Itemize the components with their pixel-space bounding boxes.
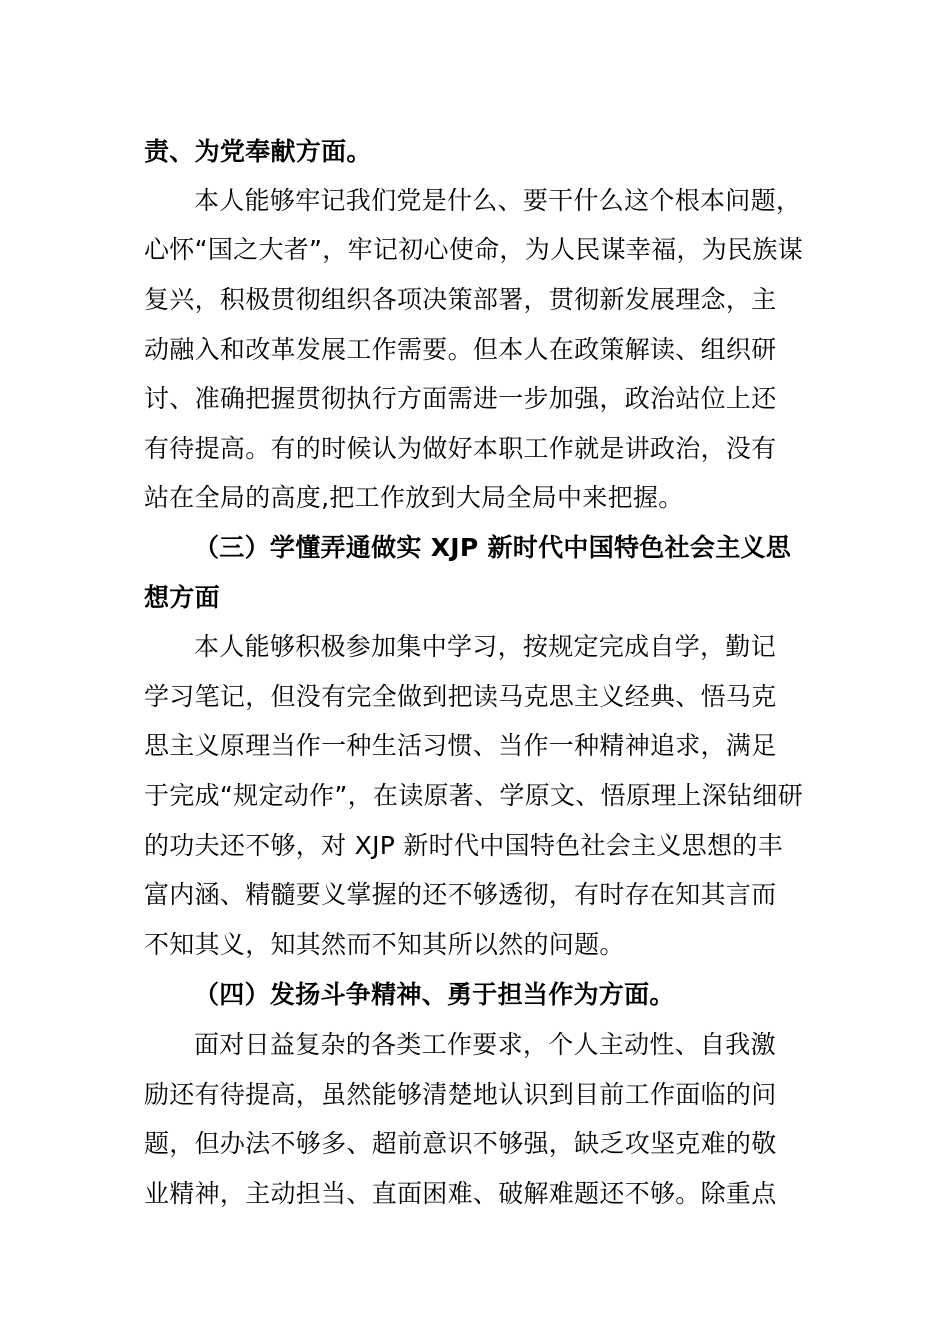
paragraph-line: 有待提高。有的时候认为做好本职工作就是讲政治，没有 <box>144 434 777 463</box>
paragraph-line: 本人能够积极参加集中学习，按规定完成自学，勤记 <box>194 632 776 661</box>
paragraph-line: 站在全局的高度,把工作放到大局全局中来把握。 <box>144 483 684 512</box>
paragraph-line: 学习笔记，但没有完全做到把读马克思主义经典、悟马克 <box>144 682 777 711</box>
paragraph-line: 题，但办法不够多、超前意识不够强，缺乏攻坚克难的敬 <box>144 1129 777 1158</box>
paragraph-line: 心怀“国之大者”，牢记初心使命，为人民谋幸福，为民族谋 <box>144 235 804 264</box>
heading-continuation: 责、为党奉献方面。 <box>144 137 372 166</box>
paragraph-line: 本人能够牢记我们党是什么、要干什么这个根本问题， <box>194 186 802 215</box>
paragraph-line: 思主义原理当作一种生活习惯、当作一种精神追求，满足 <box>144 731 777 760</box>
paragraph-line: 讨、准确把握贯彻执行方面需进一步加强，政治站位上还 <box>144 384 777 413</box>
paragraph-line: 富内涵、精髓要义掌握的还不够透彻，有时存在知其言而 <box>144 880 777 909</box>
paragraph-line: 面对日益复杂的各类工作要求，个人主动性、自我激 <box>194 1030 776 1059</box>
paragraph-line: 的功夫还不够，对 XJP 新时代中国特色社会主义思想的丰 <box>144 831 783 860</box>
section-heading-4: （四）发扬斗争精神、勇于担当作为方面。 <box>194 980 675 1009</box>
paragraph-line: 业精神，主动担当、直面困难、破解难题还不够。除重点 <box>144 1179 777 1208</box>
paragraph-line: 不知其义，知其然而不知其所以然的问题。 <box>144 930 625 959</box>
paragraph-line: 励还有待提高，虽然能够清楚地认识到目前工作面临的问 <box>144 1080 777 1109</box>
paragraph-line: 于完成“规定动作”，在读原著、学原文、悟原理上深钻细研 <box>144 781 804 810</box>
section-heading-3: （三）学懂弄通做实 XJP 新时代中国特色社会主义思 <box>194 533 792 562</box>
paragraph-line: 动融入和改革发展工作需要。但本人在政策解读、组织研 <box>144 335 777 364</box>
section-heading-3-continuation: 想方面 <box>144 583 220 612</box>
paragraph-line: 复兴，积极贯彻组织各项决策部署，贯彻新发展理念，主 <box>144 285 777 314</box>
